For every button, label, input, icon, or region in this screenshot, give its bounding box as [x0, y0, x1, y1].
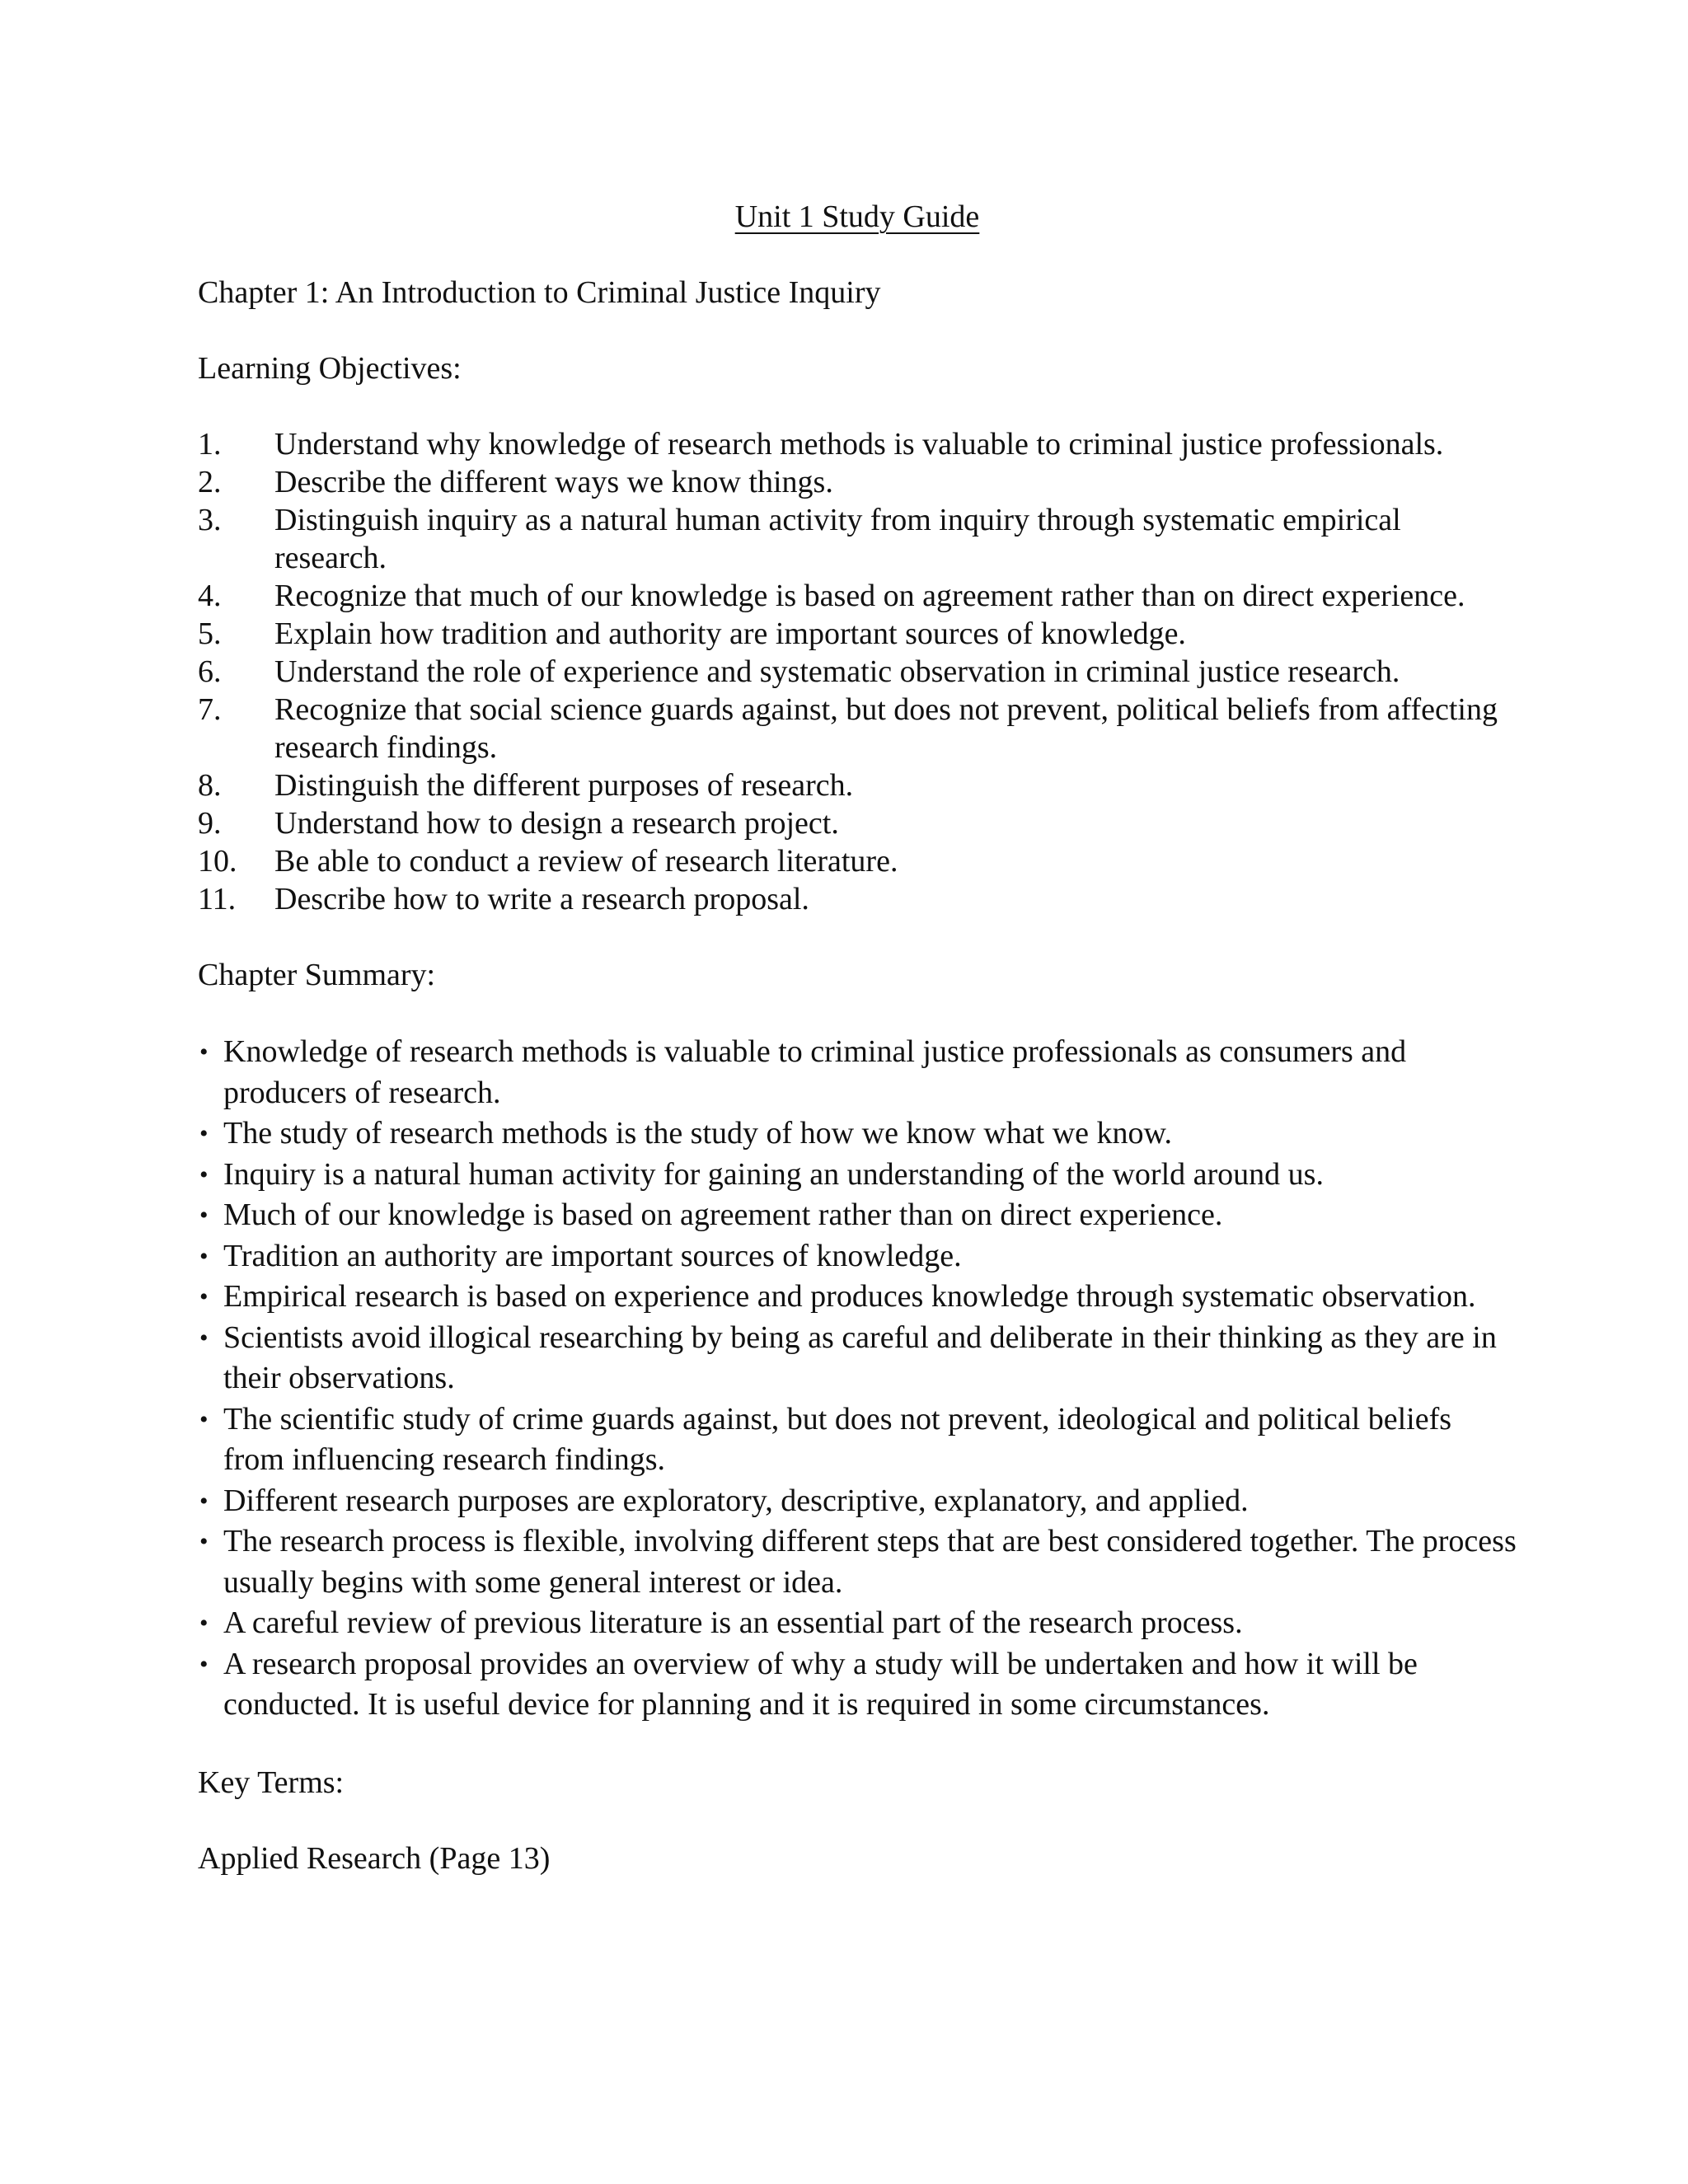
bullet-icon: • — [199, 1650, 209, 1678]
objective-item — [198, 766, 1517, 804]
objective-text: Recognize that much of our knowledge is based on agreement rather than on direct experience. — [274, 579, 1465, 613]
summary-item — [198, 1032, 1517, 1113]
objective-number: 6. — [198, 654, 222, 689]
objective-number: 10. — [198, 844, 237, 879]
bullet-icon: • — [199, 1120, 209, 1147]
summary-item — [198, 1113, 1517, 1155]
summary-text: The scientific study of crime guards against, but does not prevent, ideological and political beliefs from influencing research findings. — [223, 1401, 1452, 1477]
summary-text: Different research purposes are exploratory, descriptive, explanatory, and applied. — [223, 1483, 1249, 1518]
summary-item — [198, 1603, 1517, 1644]
summary-item — [198, 1481, 1517, 1522]
summary-item — [198, 1236, 1517, 1277]
objective-item — [198, 691, 1517, 766]
objective-text: Be able to conduct a review of research literature. — [274, 844, 898, 879]
summary-text: Knowledge of research methods is valuable to criminal justice professionals as consumers and producers of research. — [223, 1034, 1407, 1110]
bullet-icon: • — [199, 1610, 209, 1637]
summary-item — [198, 1521, 1517, 1603]
summary-text: Tradition an authority are important sources of knowledge. — [223, 1238, 962, 1273]
chapter-heading: Chapter 1: An Introduction to Criminal Justice Inquiry — [198, 275, 881, 310]
summary-item — [198, 1644, 1517, 1726]
objective-text: Explain how tradition and authority are important sources of knowledge. — [274, 616, 1186, 651]
objective-number: 1. — [198, 427, 222, 462]
summary-text: The research process is flexible, involving different steps that are best considered together. The process usually begins with some general interest or idea. — [223, 1524, 1517, 1600]
summary-text: Scientists avoid illogical researching by being as careful and deliberate in their thinking as they are in their observations. — [223, 1319, 1497, 1395]
objective-item — [198, 804, 1517, 842]
objectives-heading: Learning Objectives: — [198, 351, 462, 386]
objective-item — [198, 880, 1517, 918]
objective-text: Describe the different ways we know things. — [274, 465, 833, 499]
document-title: Unit 1 Study Guide — [734, 199, 980, 234]
summary-item — [198, 1155, 1517, 1196]
objective-number: 7. — [198, 692, 222, 727]
objective-text: Understand how to design a research project. — [274, 806, 839, 841]
objective-item — [198, 842, 1517, 880]
summary-item — [198, 1318, 1517, 1399]
objective-text: Understand the role of experience and systematic observation in criminal justice research. — [274, 654, 1400, 689]
summary-text: The study of research methods is the study of how we know what we know. — [223, 1116, 1173, 1151]
objective-number: 3. — [198, 503, 222, 537]
objective-text: Recognize that social science guards against, but does not prevent, political beliefs from affecting research findings. — [274, 692, 1498, 765]
bullet-icon: • — [199, 1202, 209, 1229]
objective-number: 8. — [198, 768, 222, 803]
bullet-icon: • — [199, 1242, 209, 1270]
bullet-icon: • — [199, 1324, 209, 1352]
summary-item — [198, 1399, 1517, 1481]
objective-item — [198, 425, 1517, 463]
summary-text: A careful review of previous literature is an essential part of the research process. — [223, 1605, 1243, 1640]
key-terms-heading: Key Terms: — [198, 1765, 345, 1800]
summary-item — [198, 1277, 1517, 1318]
bullet-icon: • — [199, 1283, 209, 1310]
bullet-icon: • — [199, 1160, 209, 1188]
objective-text: Describe how to write a research proposal. — [274, 882, 809, 916]
bullet-icon: • — [199, 1038, 209, 1066]
objective-item — [198, 463, 1517, 501]
bullet-icon: • — [199, 1405, 209, 1433]
objective-item — [198, 577, 1517, 615]
chapter-summary-list — [198, 1032, 1517, 1726]
summary-text: Much of our knowledge is based on agreement rather than on direct experience. — [223, 1197, 1223, 1232]
objective-item — [198, 501, 1517, 577]
objective-text: Distinguish inquiry as a natural human activity from inquiry through systematic empirical research. — [274, 503, 1401, 575]
learning-objectives-list — [198, 425, 1517, 918]
objective-item — [198, 653, 1517, 691]
bullet-icon: • — [199, 1528, 209, 1555]
summary-text: A research proposal provides an overview of why a study will be undertaken and how it will be conducted. It is useful device for planning and it is required in some circumstances. — [223, 1646, 1418, 1722]
objective-number: 11. — [198, 882, 237, 916]
key-term-item: Applied Research (Page 13) — [198, 1840, 551, 1876]
objective-number: 9. — [198, 806, 222, 841]
objective-text: Understand why knowledge of research methods is valuable to criminal justice professionals. — [274, 427, 1444, 462]
summary-heading: Chapter Summary: — [198, 958, 436, 992]
summary-text: Empirical research is based on experience and produces knowledge through systematic observation. — [223, 1279, 1476, 1314]
objective-text: Distinguish the different purposes of research. — [274, 768, 854, 803]
document-page — [198, 198, 1517, 1877]
objective-number: 4. — [198, 579, 222, 613]
summary-text: Inquiry is a natural human activity for gaining an understanding of the world around us. — [223, 1156, 1324, 1192]
objective-number: 5. — [198, 616, 222, 651]
objective-number: 2. — [198, 465, 222, 499]
summary-item — [198, 1195, 1517, 1236]
bullet-icon: • — [199, 1487, 209, 1515]
objective-item — [198, 615, 1517, 653]
